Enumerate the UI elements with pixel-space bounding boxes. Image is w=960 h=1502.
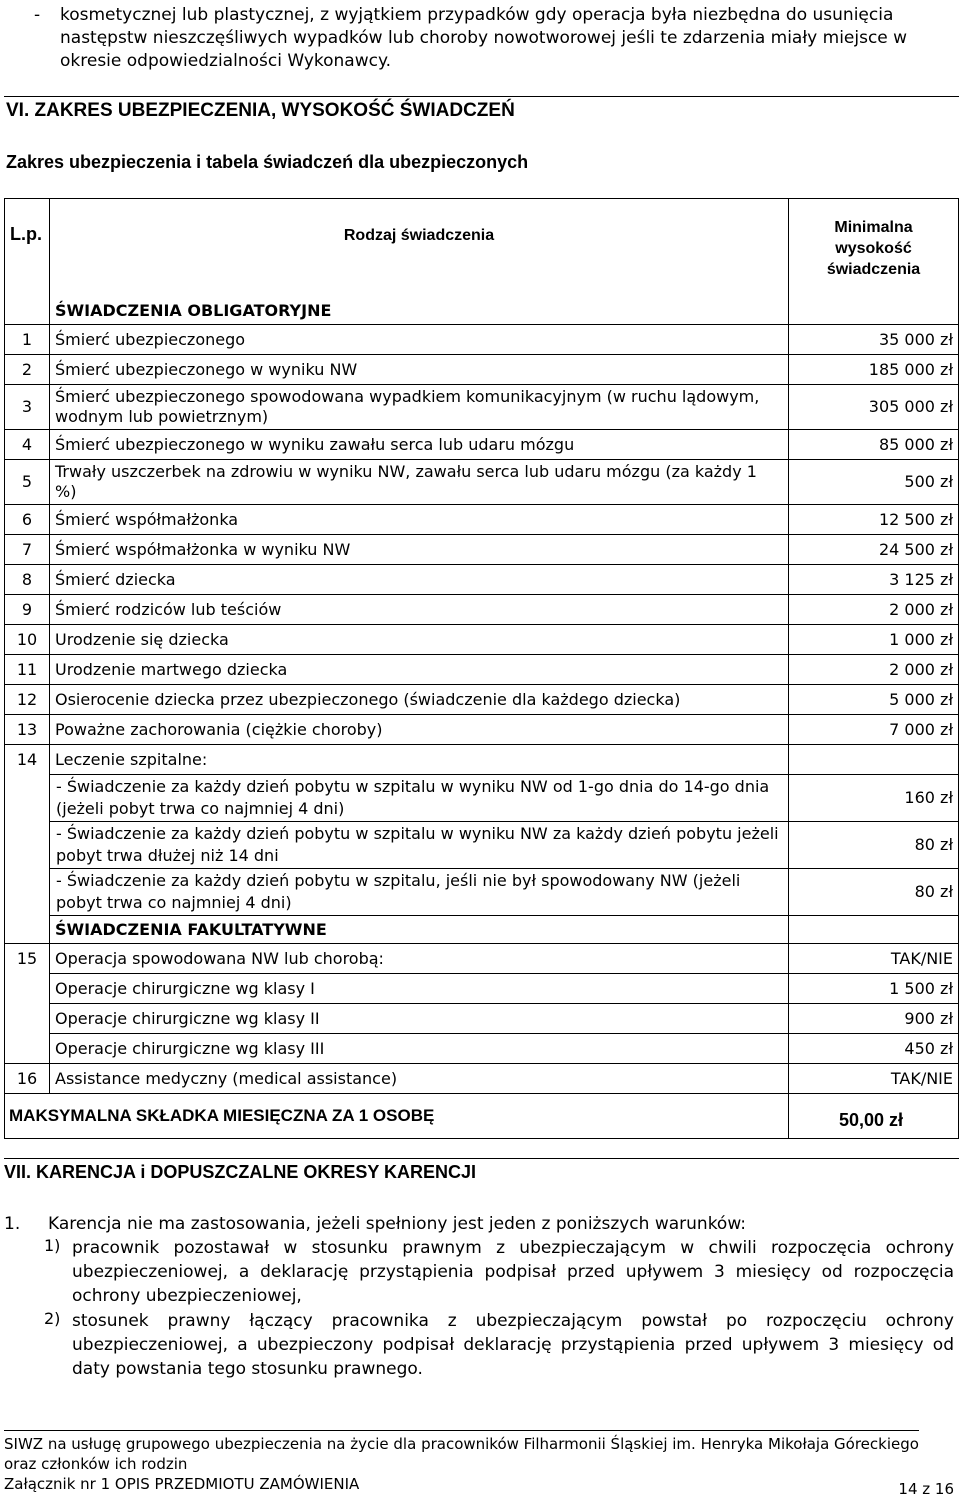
row-lp: 15: [5, 944, 50, 974]
row-value: 3 125 zł: [789, 565, 959, 595]
table-row: [5, 460, 959, 505]
footer-line2: Załącznik nr 1 OPIS PRZEDMIOTU ZAMÓWIENIA: [4, 1475, 360, 1493]
row-value: 1 000 zł: [789, 625, 959, 655]
row-label: Urodzenie się dziecka: [50, 625, 789, 655]
row-label: Śmierć ubezpieczonego spowodowana wypadkiem komunikacyjnym (w ruchu lądowym, wodnym lub powietrznym): [50, 385, 789, 430]
row-lp: [5, 1034, 50, 1064]
row-label: - Świadczenie za każdy dzień pobytu w szpitalu w wyniku NW za każdy dzień pobytu jeżeli pobyt trwa dłużej niż 14 dni: [50, 822, 789, 869]
row-value: 305 000 zł: [789, 385, 959, 430]
row-value: 1 500 zł: [789, 974, 959, 1004]
row-lp: 13: [5, 715, 50, 745]
table-row: [5, 655, 959, 685]
section-7-title: VII. KARENCJA i DOPUSZCZALNE OKRESY KARENCJI: [4, 1162, 477, 1182]
header-min-line3: świadczenia: [826, 260, 921, 278]
hospital-row: [5, 869, 959, 916]
row-lp: [5, 775, 50, 822]
table-row: [5, 1064, 959, 1094]
row-label: Poważne zachorowania (ciężkie choroby): [50, 715, 789, 745]
operation-rows: [5, 974, 959, 1064]
row-value: 900 zł: [789, 1004, 959, 1034]
row-label: Leczenie szpitalne:: [50, 745, 789, 775]
row-label: Operacje chirurgiczne wg klasy III: [50, 1034, 789, 1064]
row-label: Śmierć ubezpieczonego w wyniku zawału serca lub udaru mózgu: [50, 430, 789, 460]
table-row: [5, 325, 959, 355]
benefits-table: [4, 198, 959, 1139]
row-lp: 10: [5, 625, 50, 655]
group-row-optional: [5, 916, 959, 944]
group-label-optional: ŚWIADCZENIA FAKULTATYWNE: [50, 916, 789, 944]
row-value: [789, 745, 959, 775]
row-value: TAK/NIE: [789, 1064, 959, 1094]
operation-row: [5, 1034, 959, 1064]
row-lp: [5, 822, 50, 869]
row-label: Operacje chirurgiczne wg klasy II: [50, 1004, 789, 1034]
operation-row: [5, 974, 959, 1004]
group-label-obligatory: ŚWIADCZENIA OBLIGATORYJNE: [50, 297, 789, 325]
row-lp: 4: [5, 430, 50, 460]
total-value: 50,00 zł: [789, 1094, 959, 1139]
footer-divider: [4, 1430, 919, 1431]
item-number: 2): [44, 1309, 61, 1328]
row-label: - Świadczenie za każdy dzień pobytu w szpitalu, jeśli nie był spowodowany NW (jeżeli pobyt trwa co najmniej 4 dni): [50, 869, 789, 916]
row-lp: 9: [5, 595, 50, 625]
intro-paragraph: [34, 4, 960, 73]
row-lp: 16: [5, 1064, 50, 1094]
row-lp: 2: [5, 355, 50, 385]
total-label: MAKSYMALNA SKŁADKA MIESIĘCZNA ZA 1 OSOBĘ: [5, 1094, 789, 1139]
header-lp: L.p.: [5, 199, 50, 298]
row-lp: 6: [5, 505, 50, 535]
table-row: [5, 505, 959, 535]
section-divider: [4, 96, 959, 97]
row-value: 2 000 zł: [789, 655, 959, 685]
table-row: [5, 385, 959, 430]
row-label: Osierocenie dziecka przez ubezpieczonego (świadczenie dla każdego dziecka): [50, 685, 789, 715]
total-row: [5, 1094, 959, 1139]
table-row: [5, 535, 959, 565]
row-lp: 3: [5, 385, 50, 430]
table-row: [5, 595, 959, 625]
row-label: Assistance medyczny (medical assistance): [50, 1064, 789, 1094]
table-row: [5, 715, 959, 745]
condition-item-2: [44, 1309, 954, 1381]
footer-line1: SIWZ na usługę grupowego ubezpieczenia na życie dla pracowników Filharmonii Śląskiej im. Henryka Mikołaja Góreckiego oraz członków ich rodzin: [4, 1435, 919, 1473]
table-row: [5, 355, 959, 385]
row-lp: 5: [5, 460, 50, 505]
intro-text: kosmetycznej lub plastycznej, z wyjątkiem przypadków gdy operacja była niezbędna do usunięcia następstw nieszczęśliwych wypadków lub choroby nowotworowej jeśli te zdarzenia miały miejsce w okresie odpowiedzialności Wykonawcy.: [60, 5, 908, 71]
condition-item-1: [44, 1236, 954, 1308]
intro-dash: -: [34, 5, 41, 25]
row-label: - Świadczenie za każdy dzień pobytu w szpitalu w wyniku NW od 1-go dnia do 14-go dnia (jeżeli pobyt trwa co najmniej 4 dni): [50, 775, 789, 822]
row-value: 185 000 zł: [789, 355, 959, 385]
row-label: Śmierć ubezpieczonego: [50, 325, 789, 355]
header-min-value: [789, 199, 959, 298]
row-lp: 14: [5, 745, 50, 775]
table-row: [5, 565, 959, 595]
header-rodzaj: Rodzaj świadczenia: [50, 199, 789, 298]
row-label: Operacja spowodowana NW lub chorobą:: [50, 944, 789, 974]
section-divider: [4, 1158, 959, 1159]
row-value: 85 000 zł: [789, 430, 959, 460]
item-text: pracownik pozostawał w stosunku prawnym z ubezpieczającym w chwili rozpoczęcia ochrony ubezpieczeniowej, a deklarację przystąpienia podpisał przed upływem 3 miesięcy od rozpoczęcia ochrony ubezpieczeniowej,: [72, 1238, 954, 1306]
hospital-row: [5, 822, 959, 869]
row-value: 24 500 zł: [789, 535, 959, 565]
table-row: [5, 430, 959, 460]
row-lp: 7: [5, 535, 50, 565]
row-value: TAK/NIE: [789, 944, 959, 974]
header-min-line1: Minimalna: [834, 218, 913, 236]
hospital-rows: [5, 775, 959, 916]
item-number: 1): [44, 1236, 61, 1255]
operation-row: [5, 1004, 959, 1034]
row-value: 450 zł: [789, 1034, 959, 1064]
row-value: 160 zł: [789, 775, 959, 822]
section-6-subtitle: Zakres ubezpieczenia i tabela świadczeń dla ubezpieczonych: [6, 152, 529, 172]
row-label: Operacje chirurgiczne wg klasy I: [50, 974, 789, 1004]
table-body: [5, 325, 959, 775]
row-lp: [5, 869, 50, 916]
table-row: [5, 625, 959, 655]
clause-number: 1.: [4, 1214, 21, 1234]
table-row: [5, 685, 959, 715]
row-value: 5 000 zł: [789, 685, 959, 715]
table-row: [5, 745, 959, 775]
row-value: 7 000 zł: [789, 715, 959, 745]
row-label: Śmierć współmałżonka: [50, 505, 789, 535]
row-value: 2 000 zł: [789, 595, 959, 625]
row-label: Śmierć rodziców lub teściów: [50, 595, 789, 625]
page-number: 14 z 16: [898, 1480, 954, 1498]
table-header-row: [5, 199, 959, 298]
clause-text: Karencja nie ma zastosowania, jeżeli spełniony jest jeden z poniższych warunków:: [48, 1214, 747, 1234]
row-lp: 8: [5, 565, 50, 595]
row-value: 12 500 zł: [789, 505, 959, 535]
row-lp: 12: [5, 685, 50, 715]
footer: [4, 1434, 934, 1494]
hospital-row: [5, 775, 959, 822]
item-text: stosunek prawny łączący pracownika z ubezpieczającym powstał po rozpoczęciu ochrony ubezpieczeniowej, a ubezpieczony podpisał deklarację przystąpienia przed upływem 3 miesięcy od daty powstania tego stosunku prawnego.: [72, 1311, 954, 1379]
row-lp: 11: [5, 655, 50, 685]
row-label: Śmierć ubezpieczonego w wyniku NW: [50, 355, 789, 385]
row-value: 80 zł: [789, 869, 959, 916]
section-6-title: VI. ZAKRES UBEZPIECZENIA, WYSOKOŚĆ ŚWIADCZEŃ: [6, 100, 515, 121]
row-label: Śmierć współmałżonka w wyniku NW: [50, 535, 789, 565]
header-min-line2: wysokość: [835, 239, 912, 257]
row-label: Urodzenie martwego dziecka: [50, 655, 789, 685]
row-value: 80 zł: [789, 822, 959, 869]
row-label: Trwały uszczerbek na zdrowiu w wyniku NW, zawału serca lub udaru mózgu (za każdy 1 %): [50, 460, 789, 505]
row-lp: [5, 974, 50, 1004]
table-row: [5, 944, 959, 974]
row-value: 35 000 zł: [789, 325, 959, 355]
row-lp: [5, 1004, 50, 1034]
group-row-obligatory: [5, 297, 959, 325]
row-value: 500 zł: [789, 460, 959, 505]
row-label: Śmierć dziecka: [50, 565, 789, 595]
row-lp: 1: [5, 325, 50, 355]
